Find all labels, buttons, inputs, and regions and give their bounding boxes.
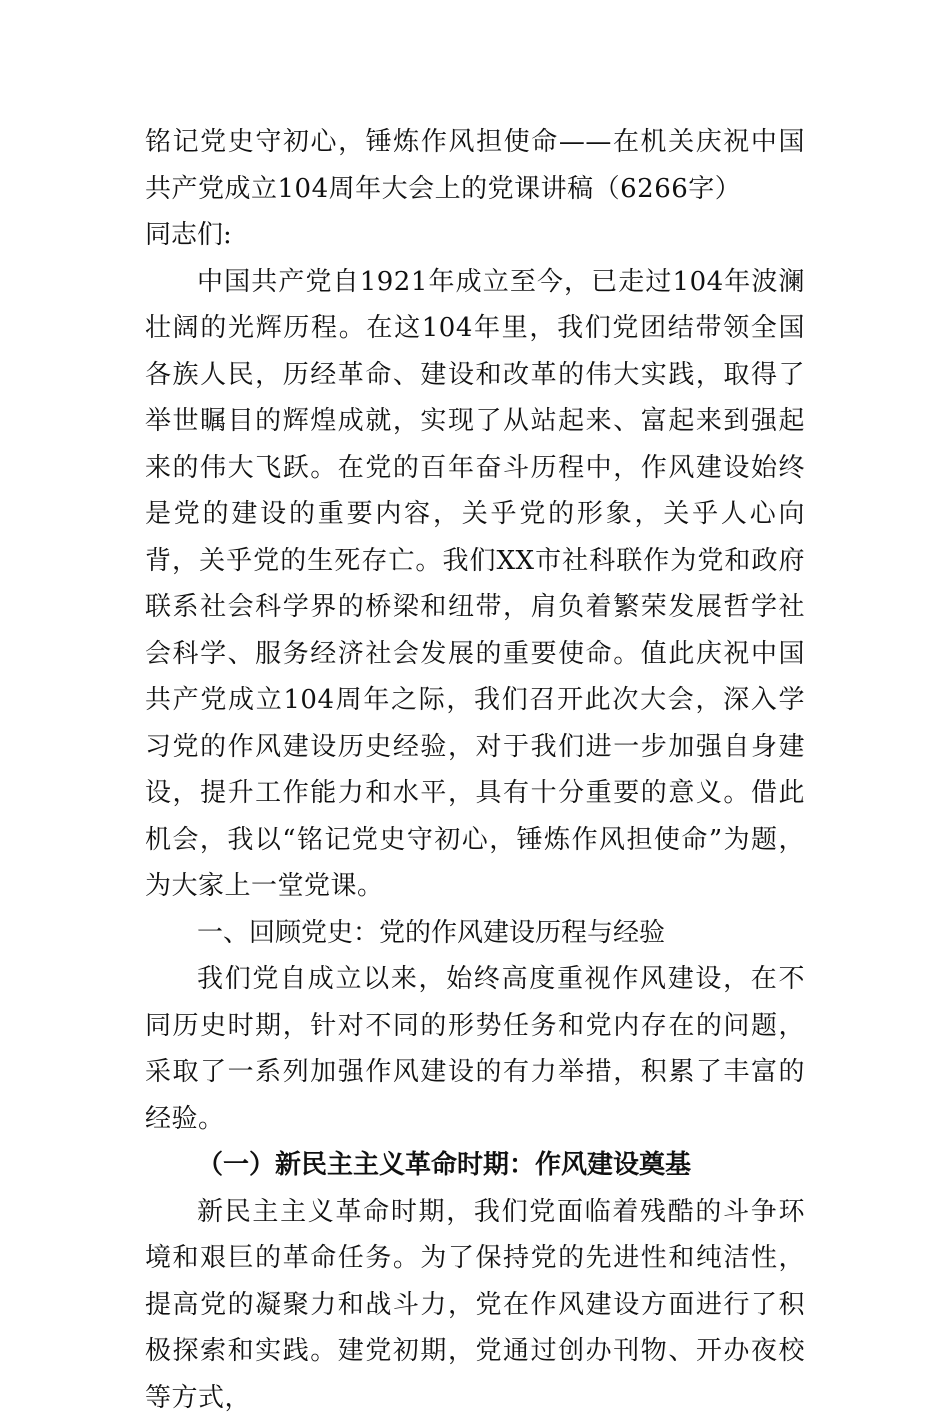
subsection-body-paragraph: 新民主主义革命时期，我们党面临着残酷的斗争环境和艰巨的革命任务。为了保持党的先进性和纯洁性，提高党的凝聚力和战斗力，党在作风建设方面进行了积极探索和实践。建党初期，党通过创办刊物、开办夜校等方式，: [145, 1189, 805, 1421]
document-body: [145, 119, 805, 1421]
document-title: 铭记党史守初心，锤炼作风担使命——在机关庆祝中国共产党成立104周年大会上的党课讲稿（6266字）: [145, 119, 805, 212]
opening-paragraph: 中国共产党自1921年成立至今，已走过104年波澜壮阔的光辉历程。在这104年里，我们党团结带领全国各族人民，历经革命、建设和改革的伟大实践，取得了举世瞩目的辉煌成就，实现了从站起来、富起来到强起来的伟大飞跃。在党的百年奋斗历程中，作风建设始终是党的建设的重要内容，关乎党的形象，关乎人心向背，关乎党的生死存亡。我们XX市社科联作为党和政府联系社会科学界的桥梁和纽带，肩负着繁荣发展哲学社会科学、服务经济社会发展的重要使命。值此庆祝中国共产党成立104周年之际，我们召开此次大会，深入学习党的作风建设历史经验，对于我们进一步加强自身建设，提升工作能力和水平，具有十分重要的意义。借此机会，我以“铭记党史守初心，锤炼作风担使命”为题，为大家上一堂党课。: [145, 259, 805, 910]
subsection-heading: （一）新民主主义革命时期：作风建设奠基: [145, 1142, 805, 1189]
section-intro-paragraph: 我们党自成立以来，始终高度重视作风建设，在不同历史时期，针对不同的形势任务和党内存在的问题，采取了一系列加强作风建设的有力举措，积累了丰富的经验。: [145, 956, 805, 1142]
section-heading: 一、回顾党史：党的作风建设历程与经验: [145, 910, 805, 957]
salutation: 同志们:: [145, 212, 805, 259]
